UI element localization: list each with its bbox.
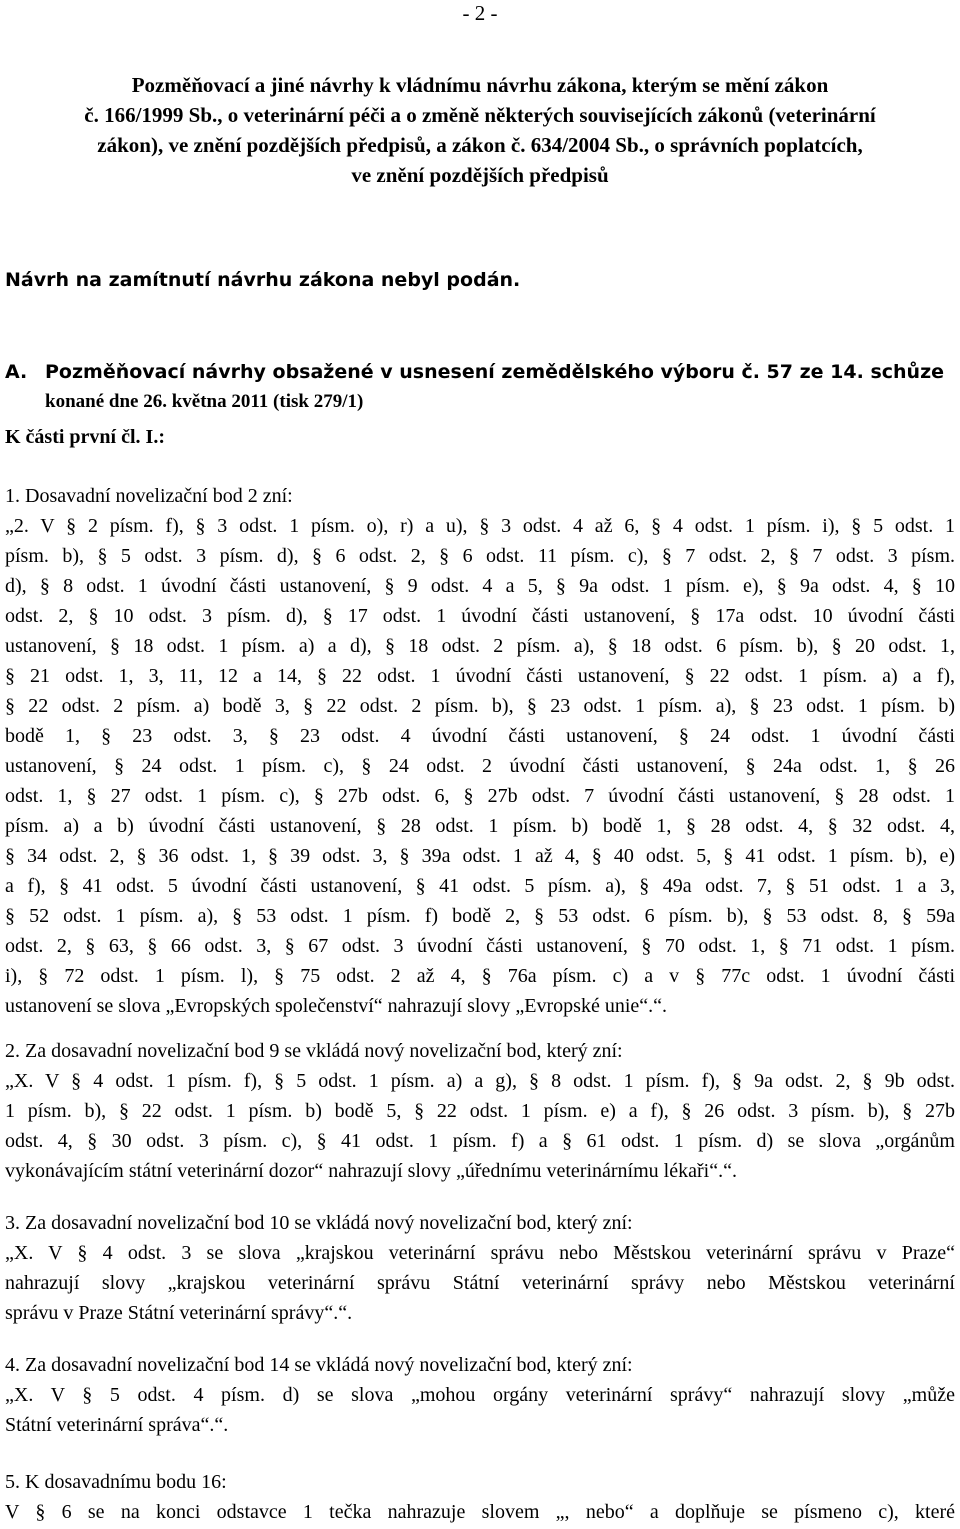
item-line: písm. a) a b) úvodní části ustanovení, § 28 odst. 1 písm. b) bodě 1, § 28 odst. 4, § 32 odst. 4, xyxy=(5,815,955,837)
document-title xyxy=(0,70,960,190)
item-line: ustanovení se slova „Evropských společenství“ nahrazují slovy „Evropské unie“.“. xyxy=(5,995,668,1017)
item-line: i), § 72 odst. 1 písm. l), § 75 odst. 2 až 4, § 76a písm. c) a v § 77c odst. 1 úvodní části xyxy=(5,965,955,987)
rejection-note: Návrh na zamítnutí návrhu zákona nebyl podán. xyxy=(5,269,521,291)
item-line: § 21 odst. 1, 3, 11, 12 a 14, § 22 odst. 1 úvodní části ustanovení, § 22 odst. 1 písm. a) a f), xyxy=(5,665,955,687)
item-line: odst. 4, § 30 odst. 3 písm. c), § 41 odst. 1 písm. f) a § 61 odst. 1 písm. d) se slova „orgánům xyxy=(5,1130,955,1152)
item-line: V § 6 se na konci odstavce 1 tečka nahrazuje slovem „, nebo“ a doplňuje se písmeno c), které xyxy=(5,1501,955,1523)
amendment-item-2 xyxy=(5,1036,955,1186)
item-line: 1 písm. b), § 22 odst. 1 písm. b) bodě 5, § 22 odst. 1 písm. e) a f), § 26 odst. 3 písm. b), § 27b xyxy=(5,1100,955,1122)
item-line: § 34 odst. 2, § 36 odst. 1, § 39 odst. 3, § 39a odst. 1 až 4, § 40 odst. 5, § 41 odst. 1 písm. b), e) xyxy=(5,845,955,867)
item-line: „X. V § 5 odst. 4 písm. d) se slova „mohou orgány veterinární správy“ nahrazují slovy „může xyxy=(5,1384,955,1406)
amendment-item-3 xyxy=(5,1208,955,1328)
part-heading: K části první čl. I.: xyxy=(5,426,165,448)
section-a-mark: A. xyxy=(5,361,28,383)
item-line: „X. V § 4 odst. 1 písm. f), § 5 odst. 1 písm. a) a g), § 8 odst. 1 písm. f), § 9a odst. 2, § 9b odst. xyxy=(5,1070,955,1092)
section-a-text xyxy=(45,357,960,417)
item-line: bodě 1, § 23 odst. 3, § 23 odst. 4 úvodní části ustanovení, § 24 odst. 1 úvodní části xyxy=(5,725,955,747)
item-line: § 52 odst. 1 písm. a), § 53 odst. 1 písm. f) bodě 2, § 53 odst. 6 písm. b), § 53 odst. 8, § 59a xyxy=(5,905,955,927)
title-line: Pozměňovací a jiné návrhy k vládnímu návrhu zákona, kterým se mění zákon xyxy=(131,73,829,97)
item-line: 1. Dosavadní novelizační bod 2 zní: xyxy=(5,485,293,507)
section-a-line: Pozměňovací návrhy obsažené v usnesení zemědělského výboru č. 57 ze 14. schůze xyxy=(45,361,945,383)
title-line: č. 166/1999 Sb., o veterinární péči a o změně některých souvisejících zákonů (veterinární xyxy=(84,103,876,127)
title-line: ve znění pozdějších předpisů xyxy=(351,163,609,187)
amendment-item-4 xyxy=(5,1350,955,1440)
item-line: odst. 2, § 10 odst. 3 písm. d), § 17 odst. 1 úvodní části ustanovení, § 17a odst. 10 úvodní části xyxy=(5,605,955,627)
item-line: 3. Za dosavadní novelizační bod 10 se vkládá nový novelizační bod, který zní: xyxy=(5,1212,633,1234)
item-line: 4. Za dosavadní novelizační bod 14 se vkládá nový novelizační bod, který zní: xyxy=(5,1354,633,1376)
item-line: správu v Praze Státní veterinární správy“.“. xyxy=(5,1302,353,1324)
item-line: „X. V § 4 odst. 3 se slova „krajskou veterinární správu nebo Městskou veterinární správu v Praze“ xyxy=(5,1242,955,1264)
item-line: ustanovení, § 24 odst. 1 písm. c), § 24 odst. 2 úvodní části ustanovení, § 24a odst. 1, § 26 xyxy=(5,755,955,777)
item-line: odst. 1, § 27 odst. 1 písm. c), § 27b odst. 6, § 27b odst. 7 úvodní části ustanovení, § 28 odst. 1 xyxy=(5,785,955,807)
item-line: vykonávajícím státní veterinární dozor“ nahrazují slovy „úřednímu veterinárnímu lékaři“.“. xyxy=(5,1160,737,1182)
item-line: Státní veterinární správa“.“. xyxy=(5,1414,229,1436)
amendment-item-5 xyxy=(5,1467,955,1527)
section-a-line: konané dne 26. května 2011 (tisk 279/1) xyxy=(45,391,364,412)
item-line: nahrazují slovy „krajskou veterinární správu Státní veterinární správy nebo Městskou veterinární xyxy=(5,1272,955,1294)
item-line: 2. Za dosavadní novelizační bod 9 se vkládá nový novelizační bod, který zní: xyxy=(5,1040,623,1062)
title-line: zákon), ve znění pozdějších předpisů, a zákon č. 634/2004 Sb., o správních poplatcích, xyxy=(97,133,863,157)
amendment-item-1 xyxy=(5,481,955,1021)
item-line: písm. b), § 5 odst. 3 písm. d), § 6 odst. 2, § 6 odst. 11 písm. c), § 7 odst. 2, § 7 odst. 3 písm. xyxy=(5,545,955,567)
page-number: - 2 - xyxy=(462,1,498,25)
item-line: § 22 odst. 2 písm. a) bodě 3, § 22 odst. 2 písm. b), § 23 odst. 1 písm. a), § 23 odst. 1 písm. b) xyxy=(5,695,955,717)
item-line: 5. K dosavadnímu bodu 16: xyxy=(5,1471,227,1493)
item-line: a f), § 41 odst. 5 úvodní části ustanovení, § 41 odst. 5 písm. a), § 49a odst. 7, § 51 odst. 1 a 3, xyxy=(5,875,955,897)
item-line: d), § 8 odst. 1 úvodní části ustanovení, § 9 odst. 4 a 5, § 9a odst. 1 písm. e), § 9a odst. 4, § 10 xyxy=(5,575,955,597)
item-line: ustanovení, § 18 odst. 1 písm. a) a d), § 18 odst. 2 písm. a), § 18 odst. 6 písm. b), § 20 odst. 1, xyxy=(5,635,955,657)
item-line: „2. V § 2 písm. f), § 3 odst. 1 písm. o), r) a u), § 3 odst. 4 až 6, § 4 odst. 1 písm. i), § 5 odst. 1 xyxy=(5,515,955,537)
item-line: odst. 2, § 63, § 66 odst. 3, § 67 odst. 3 úvodní části ustanovení, § 70 odst. 1, § 71 odst. 1 písm. xyxy=(5,935,955,957)
